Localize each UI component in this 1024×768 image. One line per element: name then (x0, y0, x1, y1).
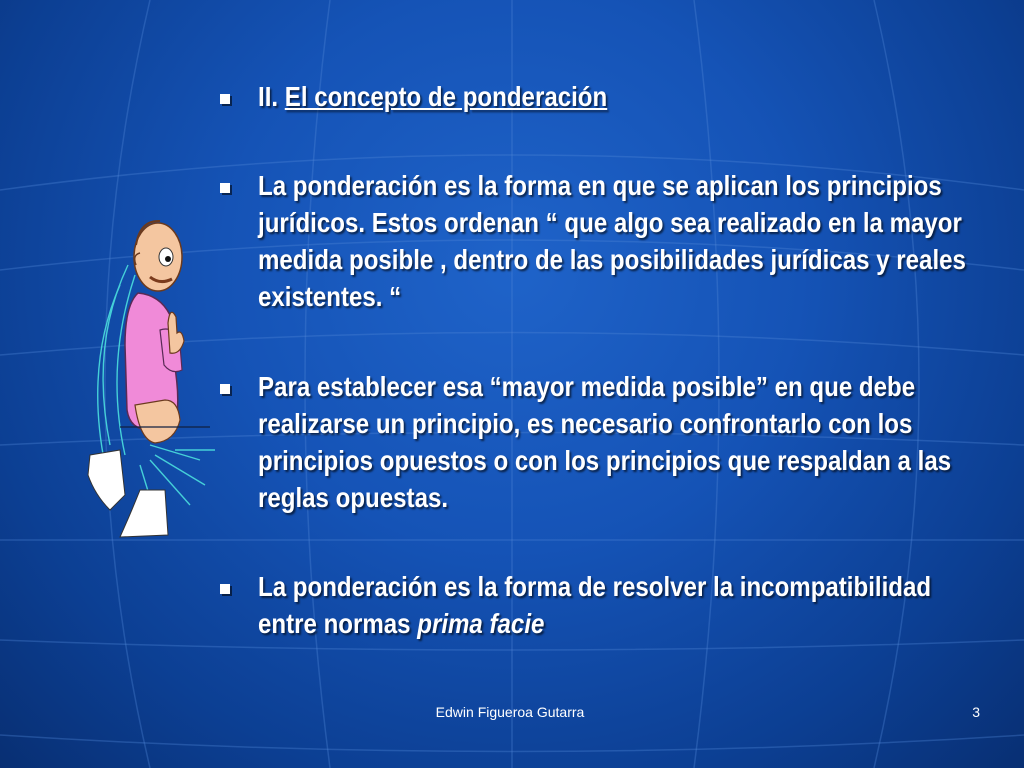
square-bullet-icon (220, 94, 230, 104)
page-number: 3 (972, 704, 980, 720)
bullet-text-main: La ponderación es la forma de resolver la incompatibilidad entre normas (258, 571, 932, 639)
square-bullet-icon (220, 384, 230, 394)
square-bullet-icon (220, 183, 230, 193)
section-number: II. (258, 81, 285, 112)
section-title: El concepto de ponderación (284, 81, 608, 112)
bullet-text: La ponderación es la forma en que se aplican los principios jurídicos. Estos ordenan “ que algo sea realizado en la mayor medida posible , dentro de las posibilidades jurídicas y reales existentes. “ (258, 170, 966, 312)
bullet-text (258, 78, 972, 115)
square-bullet-icon (220, 584, 230, 594)
bullet-text: Para establecer esa “mayor medida posible” en que debe realizarse un principio, es necesario confrontarlo con los principios opuestos o con los principios que respaldan a las reglas opuestas. (258, 371, 952, 513)
thinking-man-clipart (80, 205, 230, 540)
bullet-text-italic: prima facie (417, 608, 545, 639)
slide-footer: Edwin Figueroa Gutarra (435, 704, 585, 720)
bullet-text (258, 568, 972, 642)
